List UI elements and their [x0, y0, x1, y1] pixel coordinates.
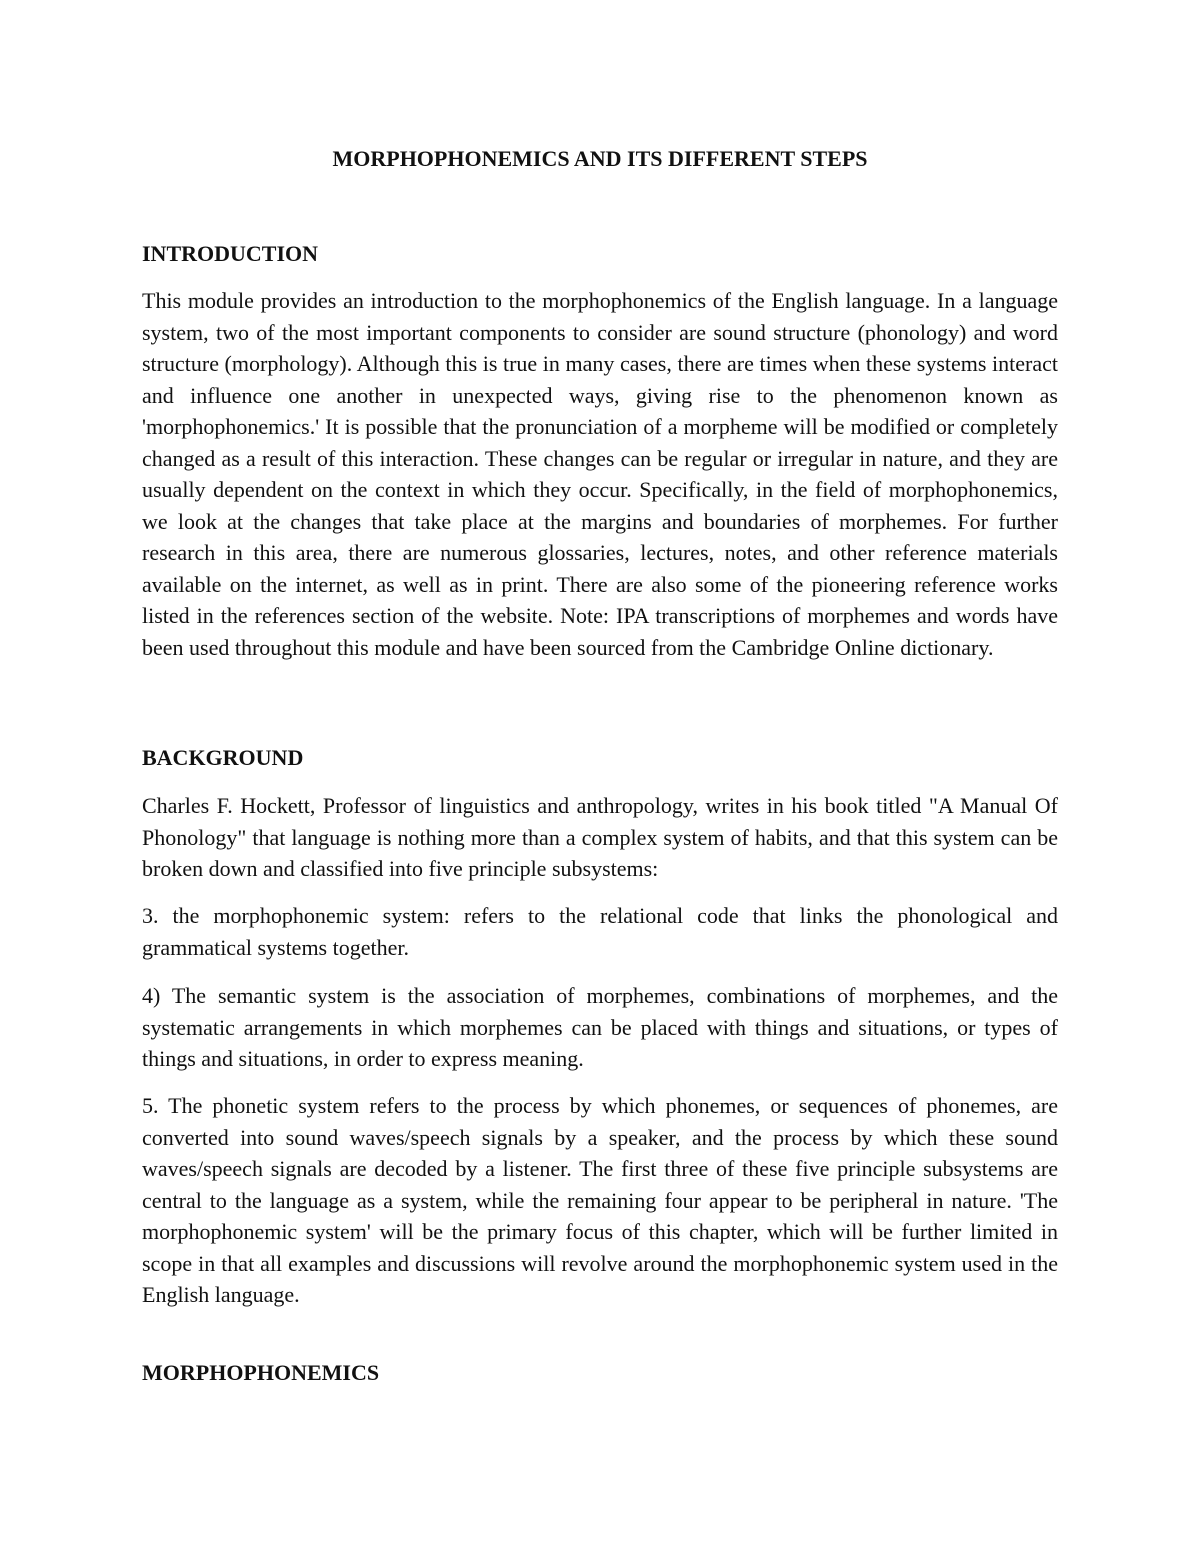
paragraph-morphophonemic-system: 3. the morphophonemic system: refers to the relational code that links the phonological and grammatical systems together. — [142, 903, 1058, 960]
document-title: MORPHOPHONEMICS AND ITS DIFFERENT STEPS — [332, 146, 868, 171]
paragraph-introduction: This module provides an introduction to the morphophonemics of the English language. In a language system, two of the most important components to consider are sound structure (phonology) and word structure (morphology). Although this is true in many cases, there are times when these systems interact and influence one another in unexpected ways, giving rise to the phenomenon known as 'morphophonemics.' It is possible that the pronunciation of a morpheme will be modified or completely changed as a result of this interaction. These changes can be regular or irregular in nature, and they are usually dependent on the context in which they occur. Specifically, in the field of morphophonemics, we look at the changes that take place at the margins and boundaries of morphemes. For further research in this area, there are numerous glossaries, lectures, notes, and other reference materials available on the internet, as well as in print. There are also some of the pioneering reference works listed in the references section of the website. Note: IPA transcriptions of morphemes and words have been used throughout this module and have been sourced from the Cambridge Online dictionary. — [142, 288, 1058, 660]
heading-introduction: INTRODUCTION — [142, 241, 319, 266]
paragraph-background-intro: Charles F. Hockett, Professor of linguistics and anthropology, writes in his book titled "A Manual Of Phonology" that language is nothing more than a complex system of habits, and that this system can be broken down and classified into five principle subsystems: — [142, 793, 1058, 881]
paragraph-semantic-system: 4) The semantic system is the association of morphemes, combinations of morphemes, and the systematic arrangements in which morphemes can be placed with things and situations, or types of things and situations, in order to express meaning. — [142, 983, 1058, 1071]
paragraph-phonetic-system: 5. The phonetic system refers to the process by which phonemes, or sequences of phonemes, are converted into sound waves/speech signals by a speaker, and the process by which these sound waves/speech signals are decoded by a listener. The first three of these five principle subsystems are central to the language as a system, while the remaining four appear to be peripheral in nature. 'The morphophonemic system' will be the primary focus of this chapter, which will be further limited in scope in that all examples and discussions will revolve around the morphophonemic system used in the English language. — [142, 1093, 1058, 1307]
heading-morphophonemics: MORPHOPHONEMICS — [142, 1360, 380, 1385]
heading-background: BACKGROUND — [142, 745, 304, 770]
